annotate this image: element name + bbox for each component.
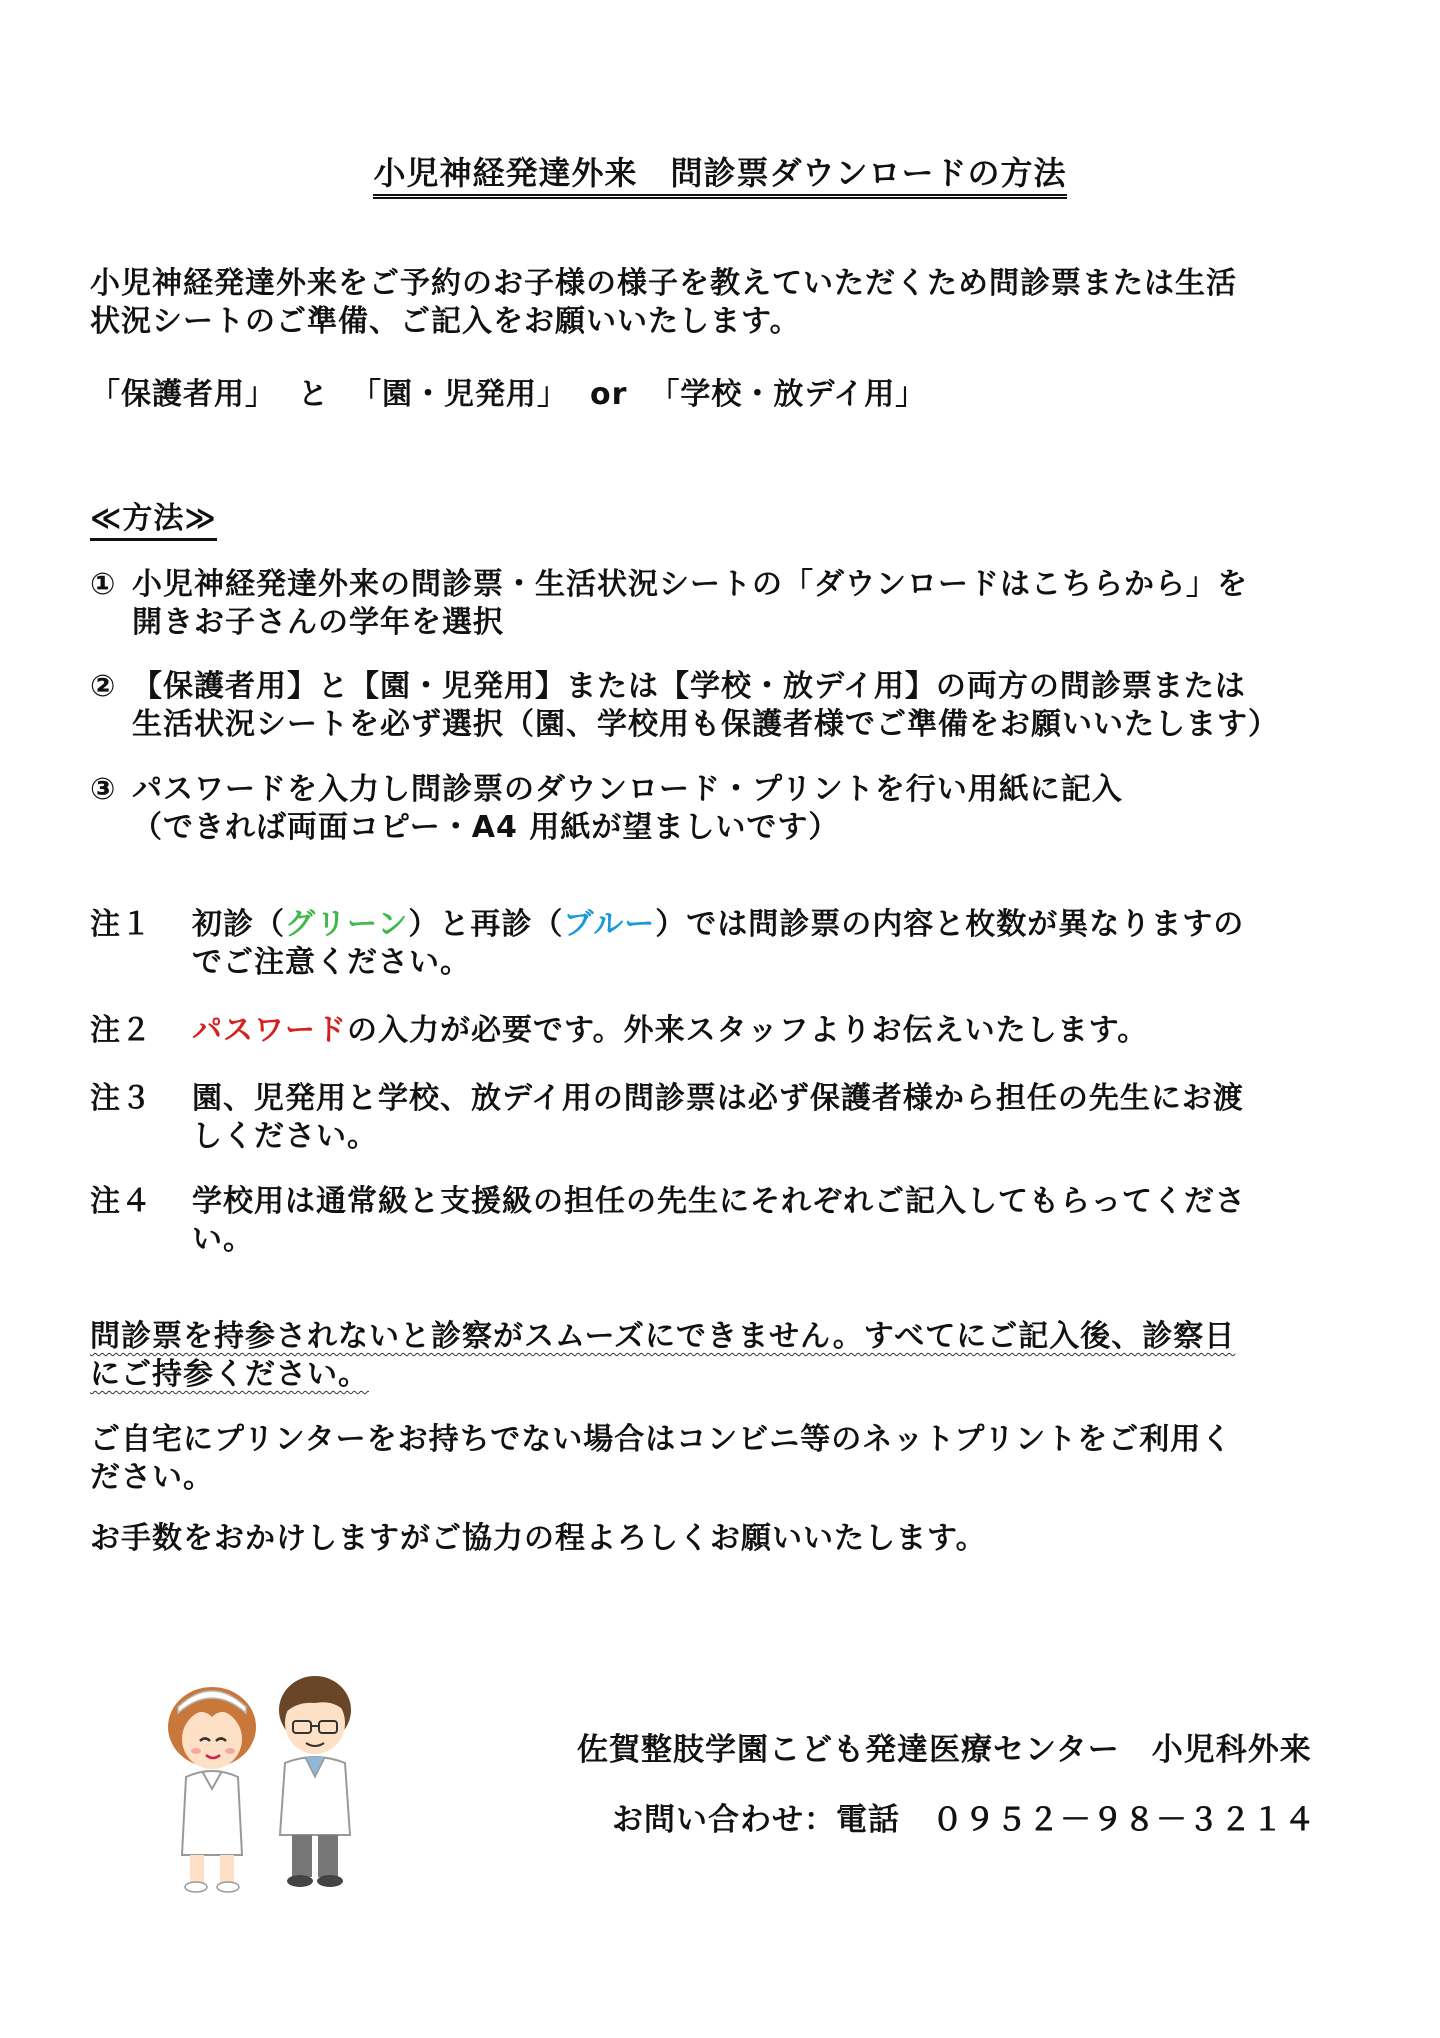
printer-line-1: ご自宅にプリンターをお持ちでない場合はコンビニ等のネットプリントをご利用く [90, 1422, 1233, 1457]
note-1-text-c: ）では問診票の内容と枚数が異なりますの [655, 907, 1245, 942]
step-1-number: ① [90, 567, 117, 602]
step-3-number: ③ [90, 772, 117, 807]
page-title-text: 小児神経発達外来 問診票ダウンロードの方法 [373, 154, 1066, 199]
note-2-label: 注２ [90, 1013, 152, 1048]
footer-organization: 佐賀整肢学園こども発達医療センター 小児科外来 [577, 1732, 1312, 1768]
note-4 [90, 1183, 1246, 1259]
note-1-green: グリーン [285, 907, 409, 942]
thanks-line [90, 1520, 987, 1558]
note-2 [90, 1012, 1148, 1050]
note-1-text-b: ）と再診（ [408, 907, 564, 942]
intro-paragraph [90, 265, 1237, 341]
method-heading [90, 500, 217, 538]
note-4-line-1: 学校用は通常級と支援級の担任の先生にそれぞれご記入してもらってくださ [192, 1184, 1246, 1219]
step-2 [90, 668, 1279, 744]
step-3-line-1: パスワードを入力し問診票のダウンロード・プリントを行い用紙に記入 [132, 772, 1123, 807]
note-4-label: 注４ [90, 1184, 152, 1219]
intro-line-2: 状況シートのご準備、ご記入をお願いいたします。 [90, 304, 801, 339]
note-2-password: パスワード [192, 1013, 347, 1048]
note-1 [90, 906, 1244, 982]
intro-line-1: 小児神経発達外来をご予約のお子様の様子を教えていただくため問診票または生活 [90, 266, 1237, 301]
form-kindergarten: 「園・児発用」 [351, 377, 568, 412]
bring-line-2: にご持参ください。 [90, 1357, 369, 1392]
step-2-number: ② [90, 669, 117, 704]
doctor-figure [279, 1676, 351, 1887]
form-school: 「学校・放デイ用」 [649, 377, 927, 412]
note-1-label: 注１ [90, 907, 152, 942]
note-3-line-2: しください。 [192, 1119, 378, 1154]
bring-line-1: 問診票を持参されないと診察がスムーズにできません。すべてにご記入後、診察日 [90, 1319, 1236, 1354]
note-1-line-2: でご注意ください。 [192, 945, 471, 980]
form-guardian: 「保護者用」 [90, 377, 276, 412]
note-2-text: の入力が必要です。外来スタッフよりお伝えいたします。 [347, 1013, 1149, 1048]
note-4-line-2: い。 [192, 1222, 254, 1257]
medical-staff-illustration [150, 1665, 380, 1895]
note-1-text-a: 初診（ [192, 907, 285, 942]
printer-paragraph [90, 1421, 1232, 1497]
note-1-blue: ブルー [563, 907, 656, 942]
printer-line-2: ださい。 [90, 1460, 214, 1495]
form-or: or [590, 377, 628, 412]
nurse-figure [168, 1687, 256, 1892]
step-2-line-1: 【保護者用】と【園・児発用】または【学校・放デイ用】の両方の問診票または [132, 669, 1246, 704]
note-3 [90, 1080, 1244, 1156]
form-types-line [90, 376, 926, 414]
footer-contact: お問い合わせ：電話 ０９５２－９８－３２１４ [612, 1802, 1316, 1838]
step-1-line-2: 開きお子さんの学年を選択 [132, 605, 504, 640]
step-1 [90, 566, 1248, 642]
bring-paragraph [90, 1318, 1235, 1394]
step-3-line-2: （できれば両面コピー・A4 用紙が望ましいです） [132, 810, 840, 845]
form-and: と [298, 377, 329, 412]
step-2-line-2: 生活状況シートを必ず選択（園、学校用も保護者様でご準備をお願いいたします） [132, 707, 1279, 742]
step-3 [90, 771, 1123, 847]
note-3-label: 注３ [90, 1081, 152, 1116]
note-3-line-1: 園、児発用と学校、放デイ用の問診票は必ず保護者様から担任の先生にお渡 [192, 1081, 1244, 1116]
page-title [0, 154, 1440, 192]
step-1-line-1: 小児神経発達外来の問診票・生活状況シートの「ダウンロードはこちらから」を [132, 567, 1248, 602]
thanks-text: お手数をおかけしますがご協力の程よろしくお願いいたします。 [90, 1521, 987, 1556]
method-heading-text: ≪方法≫ [90, 501, 217, 541]
